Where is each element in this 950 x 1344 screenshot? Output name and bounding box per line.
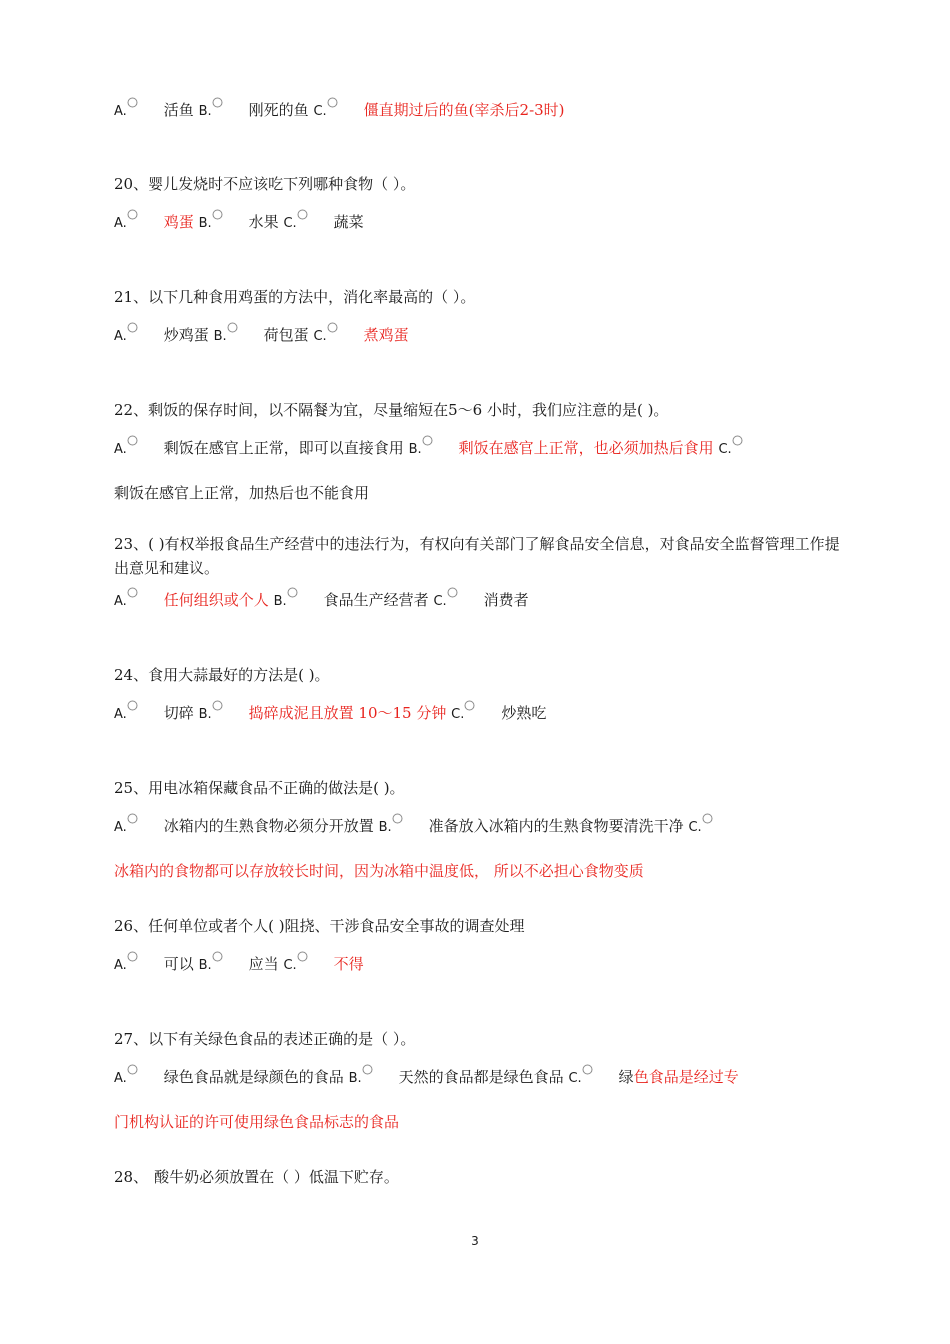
option-b-text-answer: 捣碎成泥且放置 10～15 分钟 xyxy=(248,704,447,722)
option-b-text: 水果 xyxy=(248,213,279,231)
page-number: 3 xyxy=(471,1234,479,1248)
radio-button-unselected-icon[interactable] xyxy=(297,209,308,220)
question-21-stem: 21、以下几种食用鸡蛋的方法中，消化率最高的（ ）。 xyxy=(114,288,476,306)
radio-button-unselected-icon[interactable] xyxy=(127,435,138,446)
option-a-text: 绿色食品就是绿颜色的食品 xyxy=(163,1068,344,1086)
option-row-q25 xyxy=(114,816,713,838)
radio-button-unselected-icon[interactable] xyxy=(732,435,743,446)
option-b-text: 天然的食品都是绿色食品 xyxy=(398,1068,564,1086)
radio-button-unselected-icon[interactable] xyxy=(127,97,138,108)
question-24-stem: 24、食用大蒜最好的方法是( )。 xyxy=(114,666,330,684)
option-b-label: B. xyxy=(348,1071,362,1086)
option-c-text-answer-continued: 门机构认证的许可使用绿色食品标志的食品 xyxy=(114,1113,400,1131)
radio-button-unselected-icon[interactable] xyxy=(127,700,138,711)
radio-button-unselected-icon[interactable] xyxy=(212,209,223,220)
option-row-q24 xyxy=(114,703,546,725)
radio-button-unselected-icon[interactable] xyxy=(212,951,223,962)
question-27-stem: 27、以下有关绿色食品的表述正确的是（ ）。 xyxy=(114,1030,416,1048)
option-b-text: 食品生产经营者 xyxy=(323,591,429,609)
question-22-stem: 22、剩饭的保存时间，以不隔餐为宜，尽量缩短在5～6 小时，我们应注意的是( )。 xyxy=(114,401,669,419)
radio-button-unselected-icon[interactable] xyxy=(127,209,138,220)
question-25-stem: 25、用电冰箱保藏食品不正确的做法是( )。 xyxy=(114,779,405,797)
option-c-text: 炒熟吃 xyxy=(501,704,547,722)
option-a-text: 炒鸡蛋 xyxy=(163,326,209,344)
question-text: 酸牛奶必须放置在（ ）低温下贮存。 xyxy=(154,1168,399,1186)
option-b-label: B. xyxy=(198,216,212,231)
option-c-text: 蔬菜 xyxy=(333,213,364,231)
option-a-label: A. xyxy=(114,329,127,344)
radio-button-unselected-icon[interactable] xyxy=(227,322,238,333)
option-a-label: A. xyxy=(114,707,127,722)
option-a-label: A. xyxy=(114,104,127,119)
radio-button-unselected-icon[interactable] xyxy=(422,435,433,446)
option-a-text: 活鱼 xyxy=(163,101,194,119)
radio-button-unselected-icon[interactable] xyxy=(327,97,338,108)
option-a-label: A. xyxy=(114,216,127,231)
option-c-text: 消费者 xyxy=(483,591,529,609)
option-b-label: B. xyxy=(198,958,212,973)
radio-button-unselected-icon[interactable] xyxy=(582,1064,593,1075)
option-c-label: C. xyxy=(283,216,297,231)
option-row-q23 xyxy=(114,590,529,612)
option-c-label: C. xyxy=(313,104,327,119)
radio-button-unselected-icon[interactable] xyxy=(127,951,138,962)
option-a-text: 剩饭在感官上正常，即可以直接食用 xyxy=(163,439,404,457)
radio-button-unselected-icon[interactable] xyxy=(287,587,298,598)
radio-button-unselected-icon[interactable] xyxy=(127,1064,138,1075)
option-a-label: A. xyxy=(114,958,127,973)
option-b-label: B. xyxy=(213,329,227,344)
radio-button-unselected-icon[interactable] xyxy=(127,813,138,824)
option-row-q19 xyxy=(114,100,565,122)
radio-button-unselected-icon[interactable] xyxy=(327,322,338,333)
option-c-text-answer: 僵直期过后的鱼(宰杀后2-3时) xyxy=(363,101,565,119)
option-c-label: C. xyxy=(568,1071,582,1086)
question-20-stem: 20、婴儿发烧时不应该吃下列哪种食物（ ）。 xyxy=(114,175,416,193)
option-b-label: B. xyxy=(408,442,422,457)
option-b-text: 应当 xyxy=(248,955,279,973)
option-a-label: A. xyxy=(114,442,127,457)
radio-button-unselected-icon[interactable] xyxy=(212,700,223,711)
option-c-text-answer: 色食品是经过专 xyxy=(633,1068,739,1086)
option-c-text-answer: 煮鸡蛋 xyxy=(363,326,409,344)
option-b-text: 刚死的鱼 xyxy=(248,101,309,119)
radio-button-unselected-icon[interactable] xyxy=(447,587,458,598)
option-c-label: C. xyxy=(688,820,702,835)
option-c-label: C. xyxy=(313,329,327,344)
option-a-text-answer: 鸡蛋 xyxy=(163,213,194,231)
option-c-text-answer: 不得 xyxy=(333,955,364,973)
option-b-label: B. xyxy=(378,820,392,835)
option-c-label: C. xyxy=(433,594,447,609)
option-b-text: 荷包蛋 xyxy=(263,326,309,344)
option-c-label: C. xyxy=(283,958,297,973)
option-a-label: A. xyxy=(114,1071,127,1086)
option-row-q26 xyxy=(114,954,364,976)
option-row-q21 xyxy=(114,325,409,347)
option-b-text: 准备放入冰箱内的生熟食物要清洗干净 xyxy=(428,817,684,835)
radio-button-unselected-icon[interactable] xyxy=(297,951,308,962)
option-a-text: 切碎 xyxy=(163,704,194,722)
radio-button-unselected-icon[interactable] xyxy=(464,700,475,711)
option-c-text: 剩饭在感官上正常，加热后也不能食用 xyxy=(114,484,370,502)
option-c-text-answer: 冰箱内的食物都可以存放较长时间，因为冰箱中温度低， 所以不必担心食物变质 xyxy=(114,862,644,880)
option-a-text: 冰箱内的生熟食物必须分开放置 xyxy=(163,817,374,835)
option-c-label: C. xyxy=(451,707,465,722)
option-b-text-answer: 剩饭在感官上正常，也必须加热后食用 xyxy=(458,439,714,457)
question-26-stem: 26、任何单位或者个人( )阻挠、干涉食品安全事故的调查处理 xyxy=(114,917,525,935)
option-b-label: B. xyxy=(198,707,212,722)
option-a-text: 可以 xyxy=(163,955,194,973)
radio-button-unselected-icon[interactable] xyxy=(702,813,713,824)
option-c-label: C. xyxy=(718,442,732,457)
option-a-label: A. xyxy=(114,820,127,835)
option-a-label: A. xyxy=(114,594,127,609)
option-c-text-start: 绿 xyxy=(618,1068,634,1086)
radio-button-unselected-icon[interactable] xyxy=(127,322,138,333)
option-row-q27 xyxy=(114,1067,739,1089)
radio-button-unselected-icon[interactable] xyxy=(392,813,403,824)
question-23-stem: 23、( )有权举报食品生产经营中的违法行为，有权向有关部门了解食品安全信息，对食品安全监督管理工作提出意见和建议。 xyxy=(114,535,840,577)
option-row-q22 xyxy=(114,438,743,460)
option-b-label: B. xyxy=(198,104,212,119)
radio-button-unselected-icon[interactable] xyxy=(212,97,223,108)
option-row-q20 xyxy=(114,212,364,234)
option-b-label: B. xyxy=(273,594,287,609)
question-28-stem xyxy=(114,1167,399,1187)
question-number: 28、 xyxy=(114,1168,149,1186)
radio-button-unselected-icon[interactable] xyxy=(127,587,138,598)
option-a-text-answer: 任何组织或个人 xyxy=(163,591,269,609)
radio-button-unselected-icon[interactable] xyxy=(362,1064,373,1075)
